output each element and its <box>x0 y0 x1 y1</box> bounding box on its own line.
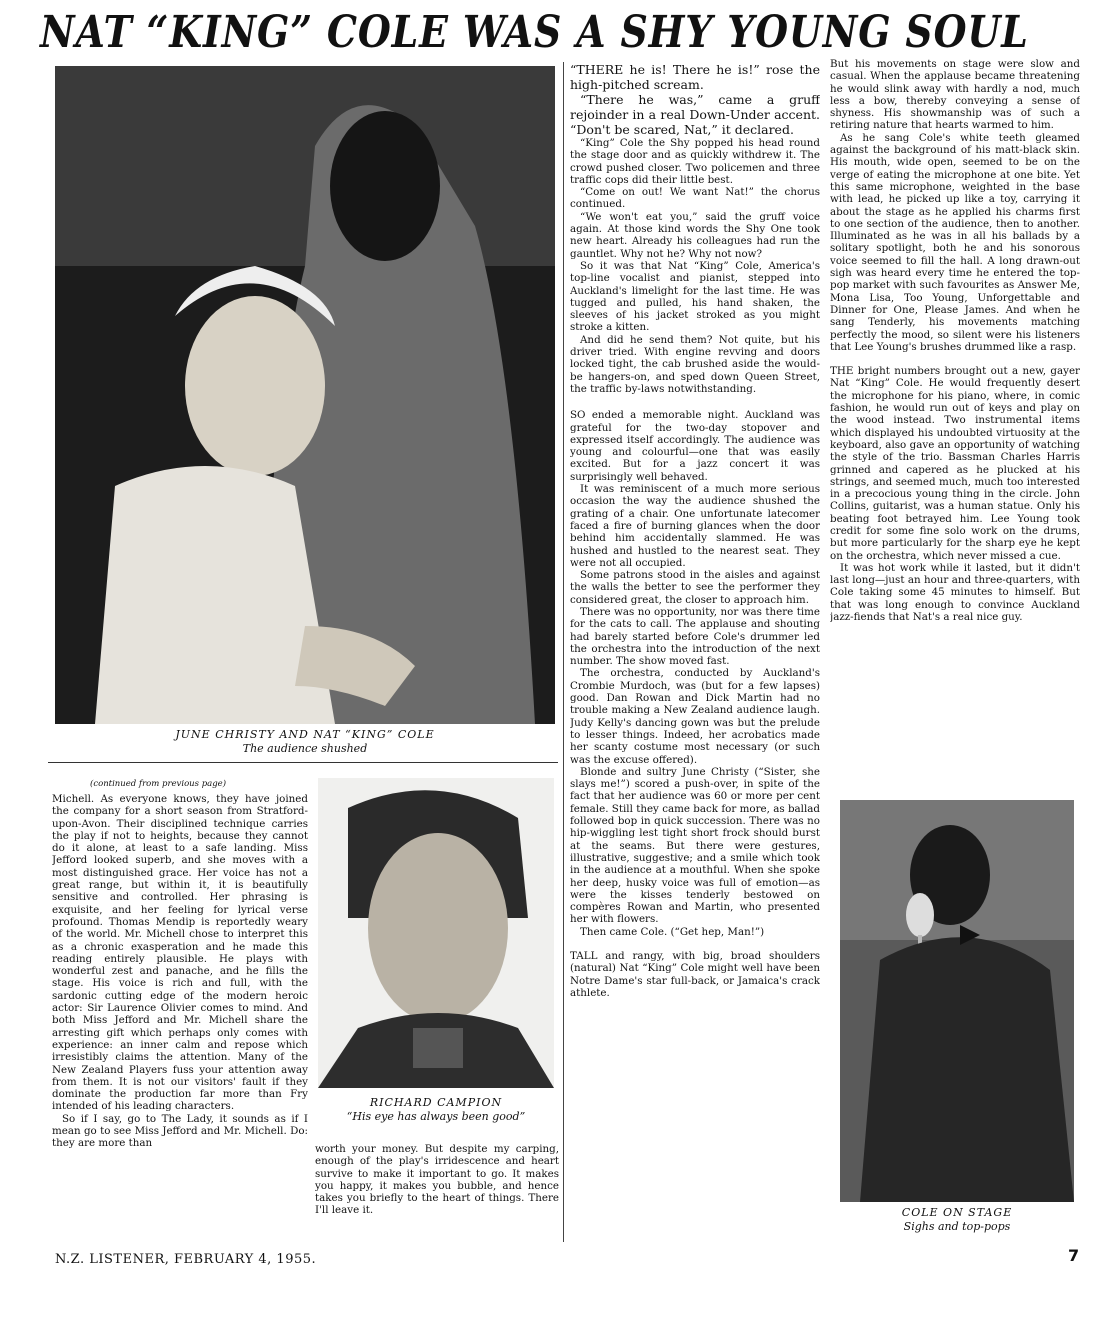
review-paragraph: worth your money. But despite my carping, enough of the play's irridescence and heart survive to make it important to go. It makes you happy, it makes you bubble, and hence takes you briefly to the heart of things. There I'll leave it. <box>315 1143 559 1217</box>
review-paragraph: Michell. As everyone knows, they have joined the company for a short season from Stratford-upon-Avon. Their disciplined technique carries the play if not to heights, because they cannot do it alone, at least to a safe landing. Miss Jefford looked superb, and she moves with a most distinguished grace. Her voice has not a great range, but within it, it is beautifully sensitive and controlled. Her phrasing is exquisite, and her feeling for lyrical verse profound. Thomas Mendip is reportedly weary of the world. Mr. Michell chose to interpret this as a chronic exasperation and he made this reading entirely plausible. He plays with wonderful zest and panache, and he fills the stage. His voice is rich and full, with the sardonic cutting edge of the modern heroic actor: Sir Laurence Olivier comes to mind. And both Miss Jefford and Mr. Michell share the arresting gift which perhaps only comes with experience: an inner calm and repose which irresistibly claims the attention. Many of the New Zealand Players fuss your attention away from them. It is not our visitors' fault if they dominate the production far more than Fry intended of his leading characters. <box>52 793 308 1113</box>
article-paragraph: “Come on out! We want Nat!” the chorus continued. <box>570 186 820 211</box>
article-paragraph: The orchestra, conducted by Auckland's Crombie Murdoch, was (but for a few lapses) good. Dan Rowan and Dick Martin had no trouble making a New Zealand audience laugh. Judy Kelly's dancing gown was but the prelude to lesser things. Indeed, her acrobatics made her scanty costume most necessary (or such was the excuse offered). <box>570 667 820 766</box>
article-paragraph: There was no opportunity, nor was there time for the cats to call. The applause and shouting had barely started before Cole's drummer led the orchestra into the introduction of the next number. The show moved fast. <box>570 605 820 668</box>
headline: NAT “KING” COLE WAS A SHY YOUNG SOUL <box>40 7 1029 58</box>
article-paragraph: It was hot work while it lasted, but it didn't last long—just an hour and three-quarters, with Cole taking some 45 minutes to himself. But that was long enough to convince Auckland jazz-fiends that Nat's a real nice guy. <box>830 561 1080 624</box>
article-column-1 <box>570 62 820 1242</box>
photo3-caption-title: COLE ON STAGE <box>901 1206 1013 1219</box>
article-column-2 <box>830 58 1080 796</box>
article-paragraph: But his movements on stage were slow and casual. When the applause became threatening he would slink away with hardly a nod, much less a bow, thereby conveying a sense of shyness. His showmanship was of such a retiring nature that hearts warmed to him. <box>830 58 1080 132</box>
photo2-caption-title: RICHARD CAMPION <box>369 1096 503 1109</box>
review-column-1 <box>52 793 308 1237</box>
article-paragraph: As he sang Cole's white teeth gleamed against the background of his matt-black skin. His mouth, wide open, seemed to be on the verge of eating the microphone at one bite. Yet this same microphone, weighted in the base with lead, he picked up like a toy, carrying it about the stage as he applied his charms first to one section of the audience, then to another. Illuminated as he was in all his ballads by a solitary spotlight, both he and his sonorous voice seemed to fill the hall. A long drawn-out sigh was heard every time he entered the top-pop market with such favourites as Answer Me, Mona Lisa, Too Young, Unforgettable and Dinner for One, Please James. And when he sang Tenderly, his movements matching perfectly the mood, so silent were his listeners that Lee Young's brushes drummed like a rasp. <box>830 131 1080 353</box>
photo-june-christy-and-nat-king-cole <box>55 66 555 724</box>
article-paragraph: “We won't eat you,” said the gruff voice again. At those kind words the Shy One took new heart. Already his colleagues had run the gauntlet. Why not he? Why not now? <box>570 210 820 260</box>
photo1-caption-title: JUNE CHRISTY AND NAT “KING” COLE <box>175 728 435 741</box>
column-rule <box>563 62 564 1242</box>
footer-publication-date: N.Z. LISTENER, FEBRUARY 4, 1955. <box>55 1252 317 1267</box>
article-paragraph: THE bright numbers brought out a new, gayer Nat “King” Cole. He would frequently desert the microphone for his piano, where, in comic fashion, he would run out of keys and play on the wood instead. Two instrumental items which displayed his undoubted virtuosity at the keyboard, also gave an opportunity of watching the style of the trio. Bassman Charles Harris grinned and capered as he plucked at his strings, and seemed much, much too interested in a precocious young thing in the circle. John Collins, guitarist, was a human statue. Only his beating foot betrayed him. Lee Young took credit for some fine solo work on the drums, but more particularly for the sharp eye he kept on the orchestra, which never missed a cue. <box>830 365 1080 562</box>
article-paragraph: So it was that Nat “King” Cole, America's top-line vocalist and pianist, stepped into Auckland's limelight for the last time. He was tugged and pulled, his hand shaken, the sleeves of his jacket stroked as you might stroke a kitten. <box>570 259 820 334</box>
photo3-caption-subtitle: Sighs and top-pops <box>903 1220 1011 1233</box>
article-paragraph: Blonde and sultry June Christy (“Sister, she slays me!”) scored a push-over, in spite of the fact that her audience was 60 or more per cent female. Still they came back for more, as ballad followed bop in quick succession. There was no hip-wiggling lest tight short frock should burst at the seams. But there were gestures, illustrative, suggestive; and a smile which took in the audience at a mouthful. When she spoke her deep, husky voice was full of emotion—as were the kisses tenderly bestowed on compères Rowan and Martin, who presented her with flowers. <box>570 765 820 926</box>
article-paragraph: Some patrons stood in the aisles and against the walls the better to see the performer they considered great, the closer to approach him. <box>570 569 820 606</box>
review-paragraph: So if I say, go to The Lady, it sounds as if I mean go to see Miss Jefford and Mr. Michell. Do: they are more than <box>52 1112 308 1150</box>
photo2-caption-subtitle: “His eye has always been good” <box>346 1110 526 1123</box>
photo-richard-campion <box>318 778 554 1088</box>
article-paragraph: TALL and rangy, with big, broad shoulders (natural) Nat “King” Cole might well have been Notre Dame's star full-back, or Jamaica's crack athlete. <box>570 950 820 999</box>
article-paragraph: “King” Cole the Shy popped his head round the stage door and as quickly withdrew it. The crowd pushed closer. Two policemen and three traffic cops did their little best. <box>570 137 820 186</box>
article-paragraph: SO ended a memorable night. Auckland was grateful for the two-day stopover and expressed itself accordingly. The audience was young and colourful—one that was easily excited. But for a jazz concert it was surprisingly well behaved. <box>570 409 820 483</box>
continued-note: (continued from previous page) <box>90 779 227 789</box>
photo1-caption-subtitle: The audience shushed <box>242 742 368 755</box>
article-lead-paragraph: “THERE he is! There he is!” rose the high-pitched scream. <box>570 62 820 92</box>
article-paragraph: It was reminiscent of a much more serious occasion the way the audience shushed the grating of a chair. One unfortunate latecomer faced a fire of burning glances when the door behind him accidentally slammed. He was hushed and hustled to the nearest seat. They were not all occupied. <box>570 483 820 569</box>
section-divider <box>48 762 558 763</box>
photo-cole-on-stage <box>840 800 1074 1202</box>
article-paragraph: Then came Cole. (“Get hep, Man!”) <box>580 925 765 938</box>
review-column-2 <box>315 1143 559 1239</box>
page-number: 7 <box>1068 1246 1080 1265</box>
article-paragraph: And did he send them? Not quite, but his driver tried. With engine revving and doors locked tight, the cab brushed aside the would-be hangers-on, and sped down Queen Street, the traffic by-laws notwithstanding. <box>570 333 820 395</box>
article-paragraph: “There he was,” came a gruff rejoinder in a real Down-Under accent. “Don't be scared, Nat,” it declared. <box>570 92 820 137</box>
